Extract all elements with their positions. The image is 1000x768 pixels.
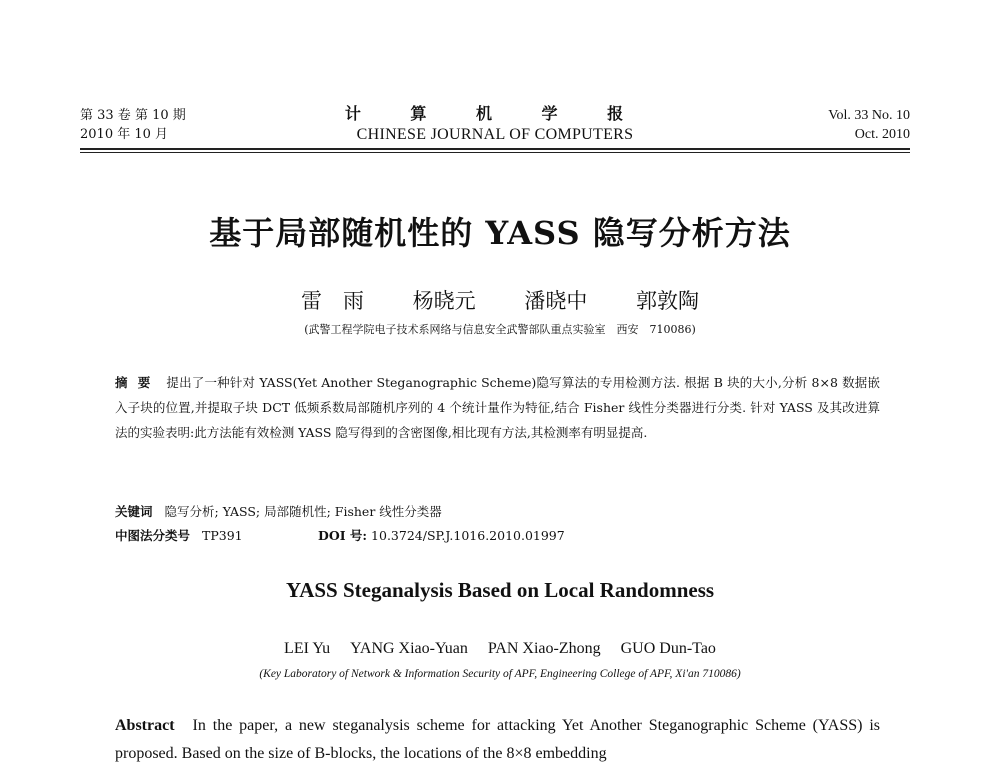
author-cn: 郭敦陶 bbox=[636, 289, 700, 313]
abstract-en-label: Abstract bbox=[115, 717, 175, 734]
authors-en bbox=[0, 640, 1000, 658]
doi-value: 10.3724/SP.J.1016.2010.01997 bbox=[371, 528, 565, 543]
author-cn: 雷 雨 bbox=[300, 289, 364, 313]
header-rule-thin bbox=[80, 152, 910, 153]
keywords-cn-label: 关键词 bbox=[115, 504, 153, 519]
abstract-cn-text: 提出了一种针对 YASS(Yet Another Steganographic Scheme)隐写算法的专用检测方法. 根据 B 块的大小,分析 8×8 数据嵌入子块的位置,并提取子块 DCT 低频系数局部随机序列的 4 个统计量作为特征,结合 Fisher 线性分类器进行分类. 针对 YASS 及其改进算法的实验表明:此方法能有效检测 YASS 隐写得到的含密图像,相比现有方法,其检测率有明显提高. bbox=[115, 375, 880, 440]
journal-header bbox=[80, 100, 910, 148]
affiliation-cn: (武警工程学院电子技术系网络与信息安全武警部队重点实验室 西安 710086) bbox=[304, 323, 696, 336]
author-cn: 杨晓元 bbox=[412, 289, 476, 313]
volume-issue-en: Vol. 33 No. 10 bbox=[828, 108, 910, 123]
paper-title-cn: 基于局部随机性的 YASS 隐写分析方法 bbox=[209, 214, 791, 252]
author-en: YANG Xiao-Yuan bbox=[350, 640, 468, 657]
date-cn: 2010 年 10 月 bbox=[80, 127, 169, 142]
journal-name-cn: 计 算 机 学 报 bbox=[344, 104, 646, 123]
header-center bbox=[80, 104, 910, 146]
doi bbox=[318, 524, 565, 548]
author-en: LEI Yu bbox=[284, 640, 331, 657]
author-en: GUO Dun-Tao bbox=[620, 640, 716, 657]
abstract-en-text: In the paper, a new steganalysis scheme for attacking Yet Another Steganographic Scheme (YASS) is proposed. Based on the size of B-blocks, the locations of the 8×8 embedding bbox=[115, 717, 880, 762]
volume-issue-cn: 第 33 卷 第 10 期 bbox=[80, 108, 186, 123]
date-en: Oct. 2010 bbox=[854, 127, 910, 142]
paper-title-en: YASS Steganalysis Based on Local Randomness bbox=[285, 578, 715, 602]
authors-cn bbox=[0, 285, 1000, 315]
keywords-cn bbox=[115, 500, 880, 524]
abstract-cn-label: 摘要 bbox=[115, 375, 161, 390]
abstract-cn bbox=[115, 370, 880, 445]
clc-label: 中图法分类号 bbox=[115, 528, 191, 543]
author-cn: 潘晓中 bbox=[524, 289, 588, 313]
clc-value: TP391 bbox=[202, 528, 243, 543]
header-right bbox=[828, 106, 910, 144]
doi-label: DOI 号: bbox=[318, 528, 368, 543]
keywords-cn-text: 隐写分析; YASS; 局部随机性; Fisher 线性分类器 bbox=[164, 504, 442, 519]
classification-number bbox=[115, 524, 243, 548]
author-en: PAN Xiao-Zhong bbox=[487, 640, 601, 657]
header-rule-thick bbox=[80, 148, 910, 150]
journal-name-en: CHINESE JOURNAL OF COMPUTERS bbox=[356, 126, 634, 143]
affiliation-en: (Key Laboratory of Network & Information Security of APF, Engineering College of APF, Xi'an 710086) bbox=[259, 668, 741, 680]
